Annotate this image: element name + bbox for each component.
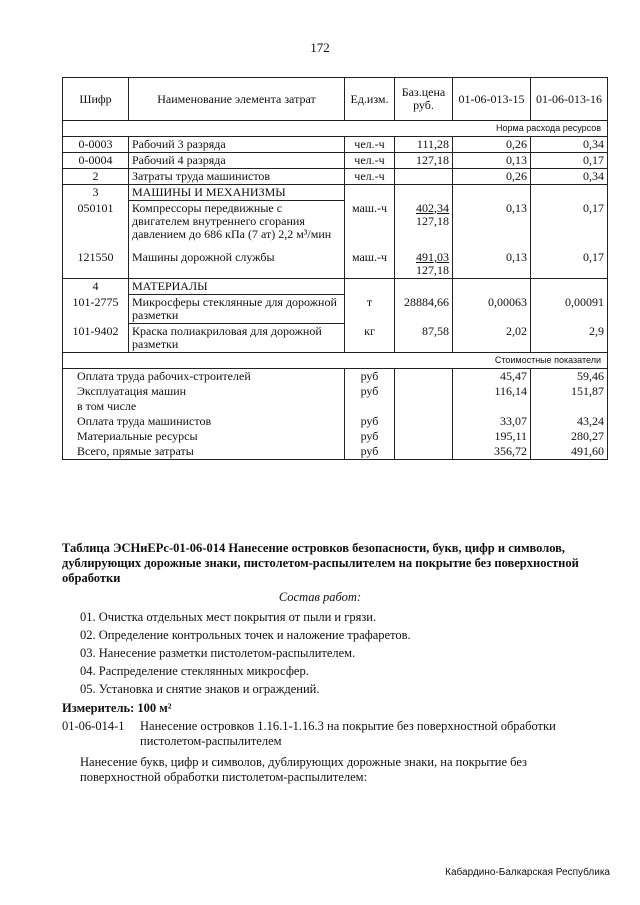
row-v1: 0,13: [453, 250, 531, 279]
cost-v2: 280,27: [531, 429, 608, 444]
table-row: [63, 324, 608, 353]
row-price: 127,18: [395, 153, 453, 169]
row-name: Краска полиакриловая для дорожной разметки: [129, 324, 345, 353]
table-row: [63, 153, 608, 169]
row-unit: чел.-ч: [345, 153, 395, 169]
row-v2: 0,00091: [531, 295, 608, 324]
cost-v2: 59,46: [531, 369, 608, 385]
row-v2: 0,17: [531, 153, 608, 169]
row-name: Рабочий 3 разряда: [129, 137, 345, 153]
row-v2: 0,34: [531, 137, 608, 153]
page-number: 172: [310, 40, 330, 55]
row-v2: 0,34: [531, 169, 608, 185]
row-price-2: 127,18: [416, 213, 449, 228]
row-code: 2: [63, 169, 129, 185]
row-v1: 0,13: [453, 153, 531, 169]
row-price: 87,58: [395, 324, 453, 353]
table-row: [63, 169, 608, 185]
row-name: Затраты труда машинистов: [129, 169, 345, 185]
table-row: [63, 250, 608, 279]
section-title: МАШИНЫ И МЕХАНИЗМЫ: [129, 185, 345, 201]
cost-row: [63, 384, 608, 399]
table-row: [63, 137, 608, 153]
row-name: Микросферы стеклянные для дорожной разметки: [129, 295, 345, 324]
header-code: Шифр: [63, 78, 129, 121]
norm-label-row: [63, 121, 608, 137]
cost-unit: руб: [345, 384, 395, 399]
cost-label: Стоимостные показатели: [63, 353, 608, 369]
section-row: [63, 185, 608, 201]
header-name: Наименование элемента затрат: [129, 78, 345, 121]
row-name: Машины дорожной службы: [129, 250, 345, 279]
row-v1: 0,13: [453, 201, 531, 243]
cost-row: [63, 429, 608, 444]
cost-v2: 43,24: [531, 414, 608, 429]
cost-v1: 195,11: [453, 429, 531, 444]
cost-v1: 116,14: [453, 384, 531, 399]
section-title: МАТЕРИАЛЫ: [129, 279, 345, 295]
cost-v1: 356,72: [453, 444, 531, 460]
row-code: 101-9402: [63, 324, 129, 353]
cost-name: Материальные ресурсы: [63, 429, 345, 444]
cost-v2: 491,60: [531, 444, 608, 460]
row-v1: 0,26: [453, 137, 531, 153]
section-code: 4: [63, 279, 129, 295]
cost-unit: руб: [345, 444, 395, 460]
table-header-row: [63, 78, 608, 121]
resource-table: [62, 77, 608, 460]
row-v1: 0,00063: [453, 295, 531, 324]
work-item: 01. Очистка отдельных мест покрытия от пыли и грязи.: [80, 610, 377, 624]
work-item: 02. Определение контрольных точек и наложение трафаретов.: [80, 628, 411, 642]
section-code: 3: [63, 185, 129, 201]
work-item: 04. Распределение стеклянных микросфер.: [80, 664, 309, 678]
row-v1: 0,26: [453, 169, 531, 185]
cost-name: в том числе: [63, 399, 345, 414]
work-title: Состав работ:: [278, 590, 362, 604]
row-code: 050101: [63, 201, 129, 243]
row-price: 402,34: [416, 200, 449, 215]
row-price-2: 127,18: [416, 263, 449, 277]
table-row: [63, 201, 608, 243]
work-item: 03. Нанесение разметки пистолетом-распылителем.: [80, 646, 356, 660]
header-unit: Ед.изм.: [345, 78, 395, 121]
header-price: Баз.цена руб.: [395, 78, 453, 121]
cost-name: Всего, прямые затраты: [63, 444, 345, 460]
cost-v1: 45,47: [453, 369, 531, 385]
row-name: Рабочий 4 разряда: [129, 153, 345, 169]
row-name: Компрессоры передвижные с двигателем внутреннего сгорания давлением до 686 кПа (7 ат) 2,2 м³/мин: [129, 201, 345, 243]
work-item: 05. Установка и снятие знаков и ограждений.: [80, 682, 320, 696]
table-caption: Таблица ЭСНиЕРс-01-06-014 Нанесение островков безопасности, букв, цифр и символов, дублирующих дорожные знаки, пистолетом-распылителем на покрытие без поверхностной обработки: [62, 541, 579, 585]
row-v1: 2,02: [453, 324, 531, 353]
row-price: 28884,66: [395, 295, 453, 324]
cost-name: Эксплуатация машин: [63, 384, 345, 399]
cost-unit: руб: [345, 429, 395, 444]
cost-unit: руб: [345, 369, 395, 385]
cost-name: Оплата труда машинистов: [63, 414, 345, 429]
row-unit: маш.-ч: [345, 250, 395, 279]
extra-text: Нанесение букв, цифр и символов, дублирующих дорожные знаки, на покрытие без поверхностной обработки пистолетом-распылителем:: [80, 755, 527, 784]
cost-name: Оплата труда рабочих-строителей: [63, 369, 345, 385]
row-unit: кг: [345, 324, 395, 353]
row-code: 121550: [63, 250, 129, 279]
row-code: 101-2775: [63, 295, 129, 324]
norm-label: Норма расхода ресурсов: [63, 121, 608, 137]
footer: Кабардино-Балкарская Республика: [445, 867, 610, 878]
cost-unit: руб: [345, 414, 395, 429]
row-v2: 0,17: [531, 201, 608, 243]
cost-row: [63, 369, 608, 385]
row-v2: 0,17: [531, 250, 608, 279]
code-row: [62, 719, 622, 751]
meter: Измеритель: 100 м²: [62, 701, 172, 715]
row-v2: 2,9: [531, 324, 608, 353]
table-row: [63, 295, 608, 324]
row-price: 491,03: [416, 250, 449, 264]
row-unit: т: [345, 295, 395, 324]
code-row-code: 01-06-014-1: [62, 719, 125, 733]
row-code: 0-0004: [63, 153, 129, 169]
cost-row: [63, 444, 608, 460]
row-code: 0-0003: [63, 137, 129, 153]
row-price: 111,28: [395, 137, 453, 153]
row-unit: чел.-ч: [345, 137, 395, 153]
cost-v1: 33,07: [453, 414, 531, 429]
cost-row: [63, 414, 608, 429]
section-row: [63, 279, 608, 295]
header-col1: 01-06-013-15: [453, 78, 531, 121]
header-col2: 01-06-013-16: [531, 78, 608, 121]
code-row-desc: Нанесение островков 1.16.1-1.16.3 на покрытие без поверхностной обработки пистолетом-распылителем: [140, 719, 556, 748]
row-unit: чел.-ч: [345, 169, 395, 185]
cost-v2: 151,87: [531, 384, 608, 399]
cost-label-row: [63, 353, 608, 369]
row-unit: маш.-ч: [345, 201, 395, 243]
cost-row: [63, 399, 608, 414]
